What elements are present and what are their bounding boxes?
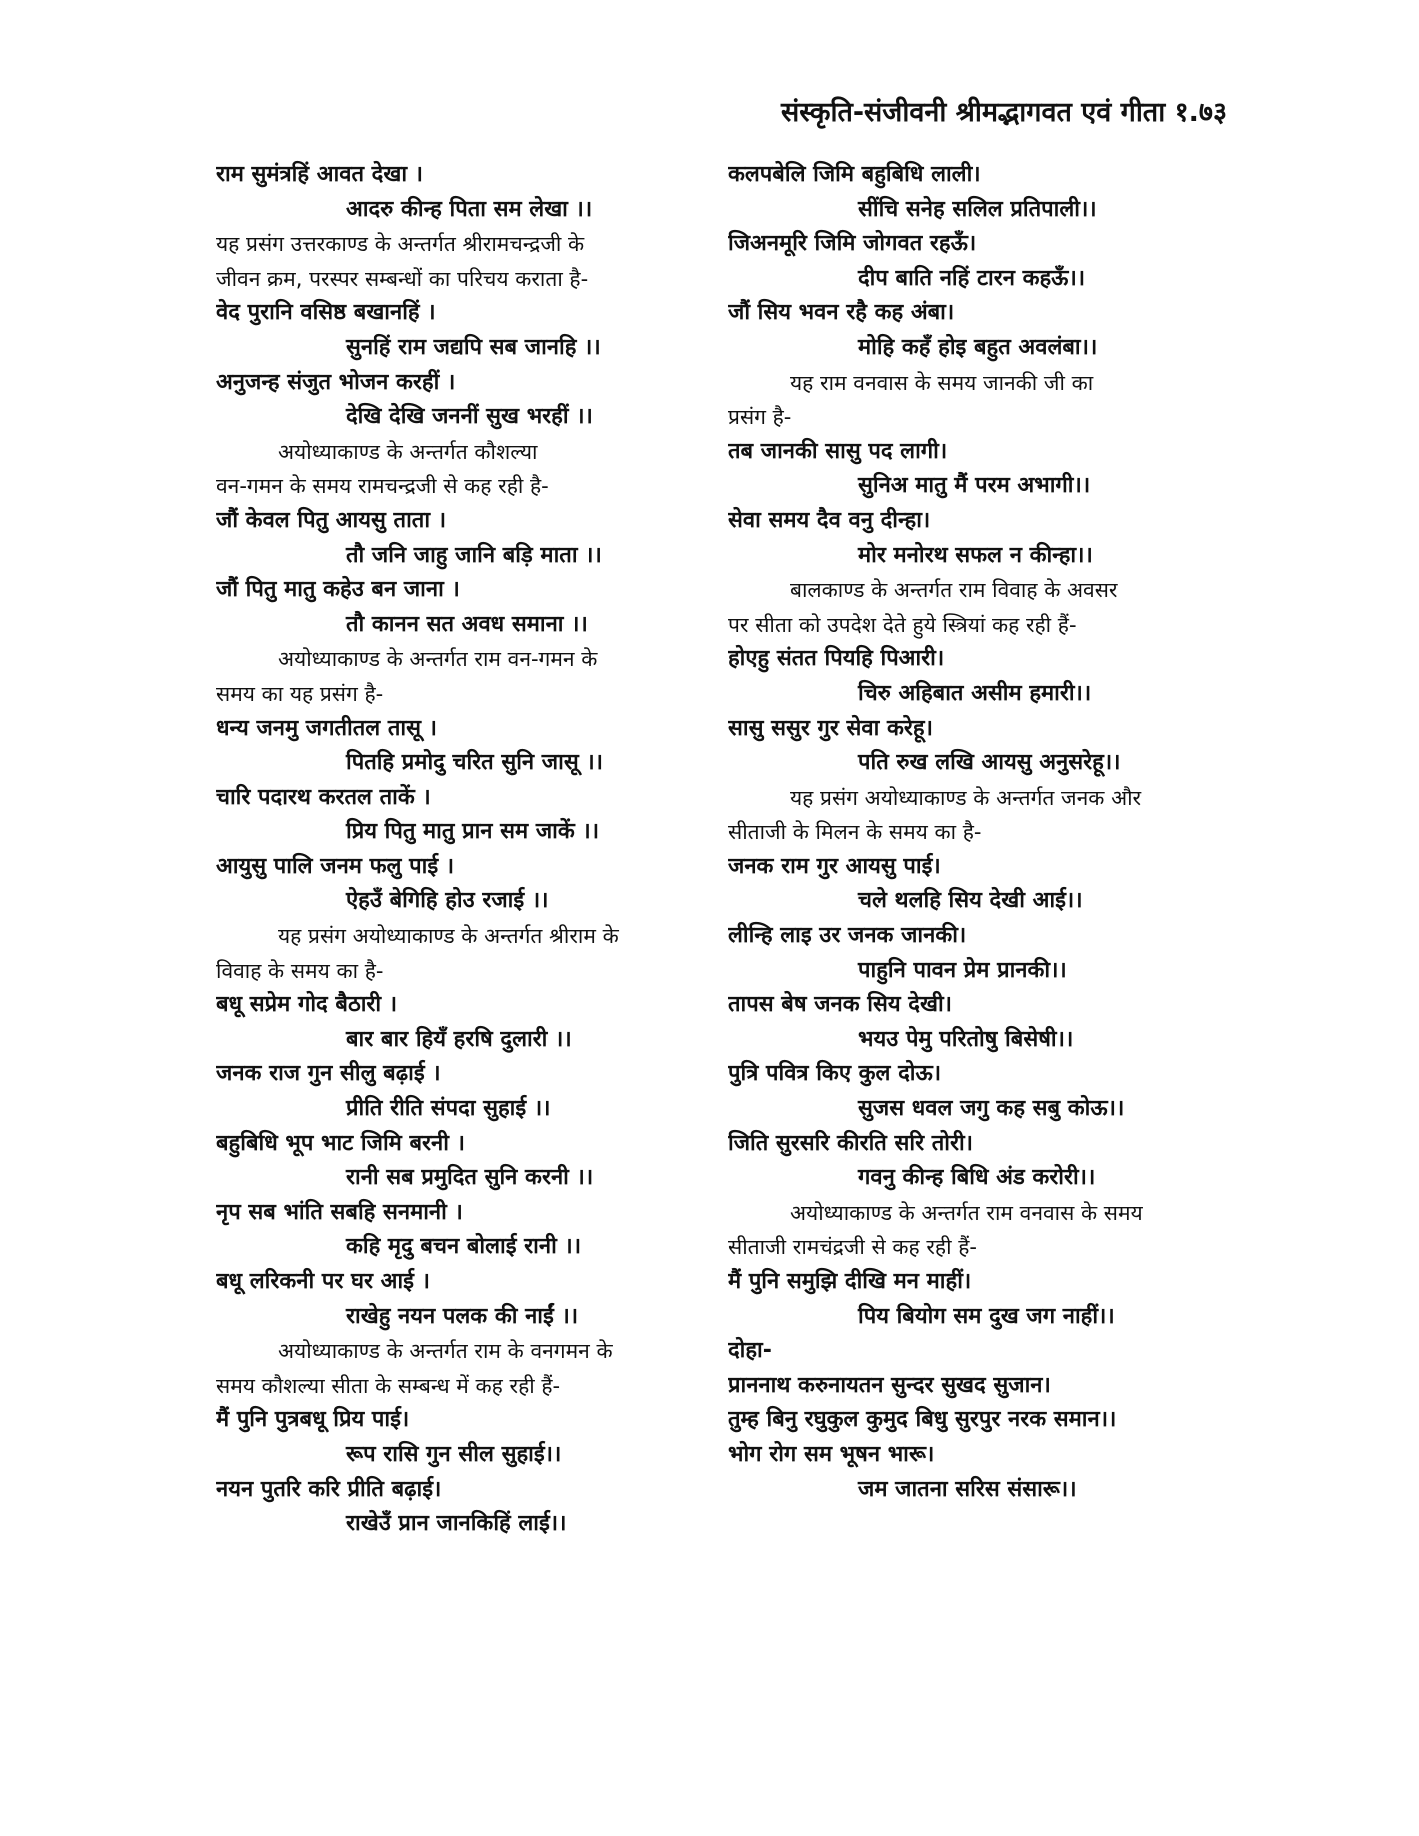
- verse-line: बधू सप्रेम गोद बैठारी ।: [216, 992, 398, 1018]
- prose-line: विवाह के समय का है-: [216, 958, 384, 983]
- verse-line: आयुसु पालि जनम फलु पाई ।: [216, 853, 455, 879]
- verse-line: जिति सुरसरि कीरति सरि तोरी।: [728, 1130, 974, 1156]
- verse-line-indented: तौ जनि जाहु जानि बड़ि माता ।।: [346, 542, 602, 568]
- verse-line-indented: पिय बियोग सम दुख जग नाहीं।।: [858, 1303, 1115, 1329]
- verse-line-indented: सुजस धवल जगु कह सबु कोऊ।।: [858, 1096, 1125, 1122]
- prose-line: यह प्रसंग उत्तरकाण्ड के अन्तर्गत श्रीरामचन्द्रजी के: [216, 232, 585, 257]
- verse-line: तुम्ह बिनु रघुकुल कुमुद बिधु सुरपुर नरक समान।।: [728, 1407, 1117, 1433]
- verse-line: जनक राज गुन सीलु बढ़ाई ।: [216, 1061, 441, 1087]
- verse-line-indented: प्रिय पितु मातु प्रान सम जाकें ।।: [346, 819, 600, 845]
- verse-line: तब जानकी सासु पद लागी।: [728, 438, 948, 464]
- verse-line: जिअनमूरि जिमि जोगवत रहऊँ।: [728, 231, 977, 257]
- verse-line: लीन्हि लाइ उर जनक जानकी।: [728, 923, 967, 949]
- verse-line: वेद पुरानि वसिष्ठ बखानहिं ।: [216, 300, 436, 326]
- verse-line: मैं पुनि पुत्रबधू प्रिय पाई।: [216, 1407, 410, 1433]
- verse-line: सेवा समय दैव वनु दीन्हा।: [728, 507, 931, 533]
- prose-line: वन-गमन के समय रामचन्द्रजी से कह रही है-: [216, 474, 549, 499]
- verse-line: नृप सब भांति सबहि सनमानी ।: [216, 1199, 463, 1225]
- prose-line-indented: अयोध्याकाण्ड के अन्तर्गत राम के वनगमन के: [278, 1339, 613, 1364]
- verse-line-indented: पति रुख लखि आयसु अनुसरेहू।।: [858, 750, 1121, 776]
- verse-line-indented: सींचि सनेह सलिल प्रतिपाली।।: [858, 196, 1097, 222]
- verse-line: पुत्रि पवित्र किए कुल दोऊ।: [728, 1061, 942, 1087]
- verse-line-indented: चले थलहि सिय देखी आई।।: [858, 888, 1083, 914]
- verse-line-indented: मोर मनोरथ सफल न कीन्हा।।: [858, 542, 1093, 568]
- page-header: [781, 92, 1227, 129]
- prose-line: जीवन क्रम, परस्पर सम्बन्धों का परिचय कराता है-: [216, 266, 589, 291]
- prose-line-indented: बालकाण्ड के अन्तर्गत राम विवाह के अवसर: [790, 578, 1118, 603]
- verse-line: नयन पुतरि करि प्रीति बढ़ाई।: [216, 1476, 442, 1502]
- prose-line: पर सीता को उपदेश देते हुये स्त्रियां कह रही हैं-: [728, 612, 1077, 637]
- verse-line-indented: रानी सब प्रमुदित सुनि करनी ।।: [346, 1165, 594, 1191]
- prose-line-indented: अयोध्याकाण्ड के अन्तर्गत राम वनवास के समय: [790, 1200, 1143, 1225]
- prose-line-indented: यह राम वनवास के समय जानकी जी का: [790, 370, 1094, 395]
- verse-line: जौं पितु मातु कहेउ बन जाना ।: [216, 577, 460, 603]
- prose-line-indented: यह प्रसंग अयोध्याकाण्ड के अन्तर्गत जनक और: [790, 785, 1142, 810]
- verse-line-indented: राखेहु नयन पलक की नाईं ।।: [346, 1303, 579, 1329]
- verse-line: धन्य जनमु जगतीतल तासू ।: [216, 715, 437, 741]
- verse-line: प्राननाथ करुनायतन सुन्दर सुखद सुजान।: [728, 1372, 1051, 1398]
- verse-line: जौं सिय भवन रहै कह अंबा।: [728, 300, 955, 326]
- verse-line-indented: आदरु कीन्ह पिता सम लेखा ।।: [346, 196, 593, 222]
- verse-line: बधू लरिकनी पर घर आई ।: [216, 1269, 430, 1294]
- verse-line-indented: गवनु कीन्ह बिधि अंड करोरी।।: [858, 1165, 1096, 1191]
- verse-line: कलपबेलि जिमि बहुबिधि लाली।: [728, 162, 981, 187]
- verse-line-indented: पितहि प्रमोदु चरित सुनि जासू ।।: [346, 750, 604, 776]
- prose-line: समय कौशल्या सीता के सम्बन्ध में कह रही हैं-: [216, 1373, 561, 1398]
- verse-line-indented: मोहि कहँ होइ बहुत अवलंबा।।: [858, 334, 1098, 360]
- verse-line-indented: चिरु अहिबात असीम हमारी।।: [858, 680, 1092, 706]
- verse-line-indented: जम जातना सरिस संसारू।।: [858, 1476, 1077, 1502]
- doha-label: दोहा-: [728, 1338, 772, 1364]
- verse-line: होएहु संतत पियहि पिआरी।: [728, 646, 945, 672]
- prose-line: सीताजी रामचंद्रजी से कह रही हैं-: [728, 1235, 977, 1260]
- verse-line: मैं पुनि समुझि दीखि मन माहीं।: [728, 1269, 972, 1294]
- verse-line: अनुजन्ह संजुत भोजन करहीं ।: [216, 369, 456, 395]
- verse-line: तापस बेष जनक सिय देखी।: [728, 992, 952, 1018]
- verse-line: जनक राम गुर आयसु पाई।: [728, 853, 941, 879]
- verse-line-indented: तौ कानन सत अवध समाना ।।: [346, 611, 588, 637]
- verse-line-indented: कहि मृदु बचन बोलाई रानी ।।: [346, 1234, 582, 1260]
- verse-line-indented: सुनिअ मातु मैं परम अभागी।।: [858, 473, 1091, 499]
- verse-line: चारि पदारथ करतल ताकें ।: [216, 784, 431, 810]
- prose-line: सीताजी के मिलन के समय का है-: [728, 820, 982, 845]
- verse-line-indented: प्रीति रीति संपदा सुहाई ।।: [346, 1096, 551, 1122]
- prose-line: समय का यह प्रसंग है-: [216, 681, 384, 706]
- verse-line: भोग रोग सम भूषन भारू।: [728, 1441, 935, 1467]
- verse-line-indented: ऐहउँ बेगिहि होउ रजाई ।।: [346, 888, 549, 914]
- verse-line: सासु ससुर गुर सेवा करेहू।: [728, 715, 933, 741]
- verse-line-indented: सुनहिं राम जद्यपि सब जानहि ।।: [346, 334, 601, 360]
- left-column: [216, 158, 726, 1542]
- prose-line-indented: अयोध्याकाण्ड के अन्तर्गत कौशल्या: [278, 439, 538, 464]
- verse-line: बहुबिधि भूप भाट जिमि बरनी ।: [216, 1130, 465, 1156]
- page-number: १.७३: [1174, 97, 1227, 128]
- verse-line-indented: भयउ पेमु परितोषु बिसेषी।।: [858, 1026, 1074, 1052]
- right-column: [728, 158, 1233, 1507]
- verse-line-indented: देखि देखि जननीं सुख भरहीं ।।: [346, 404, 593, 430]
- verse-line: जौं केवल पितु आयसु ताता ।: [216, 507, 447, 533]
- prose-line-indented: यह प्रसंग अयोध्याकाण्ड के अन्तर्गत श्रीराम के: [278, 924, 619, 949]
- prose-line: प्रसंग है-: [728, 405, 792, 430]
- verse-line-indented: दीप बाति नहिं टारन कहऊँ।।: [858, 265, 1086, 291]
- verse-line-indented: राखेउँ प्रान जानकिहिं लाई।।: [346, 1511, 567, 1537]
- prose-line-indented: अयोध्याकाण्ड के अन्तर्गत राम वन-गमन के: [278, 647, 598, 672]
- verse-line: राम सुमंत्रहिं आवत देखा ।: [216, 162, 424, 187]
- verse-line-indented: पाहुनि पावन प्रेम प्रानकी।।: [858, 957, 1067, 983]
- verse-line-indented: बार बार हियँ हरषि दुलारी ।।: [346, 1026, 572, 1052]
- verse-line-indented: रूप रासि गुन सील सुहाई।।: [346, 1441, 562, 1467]
- header-title: संस्कृति-संजीवनी श्रीमद्भागवत एवं गीता: [780, 97, 1166, 128]
